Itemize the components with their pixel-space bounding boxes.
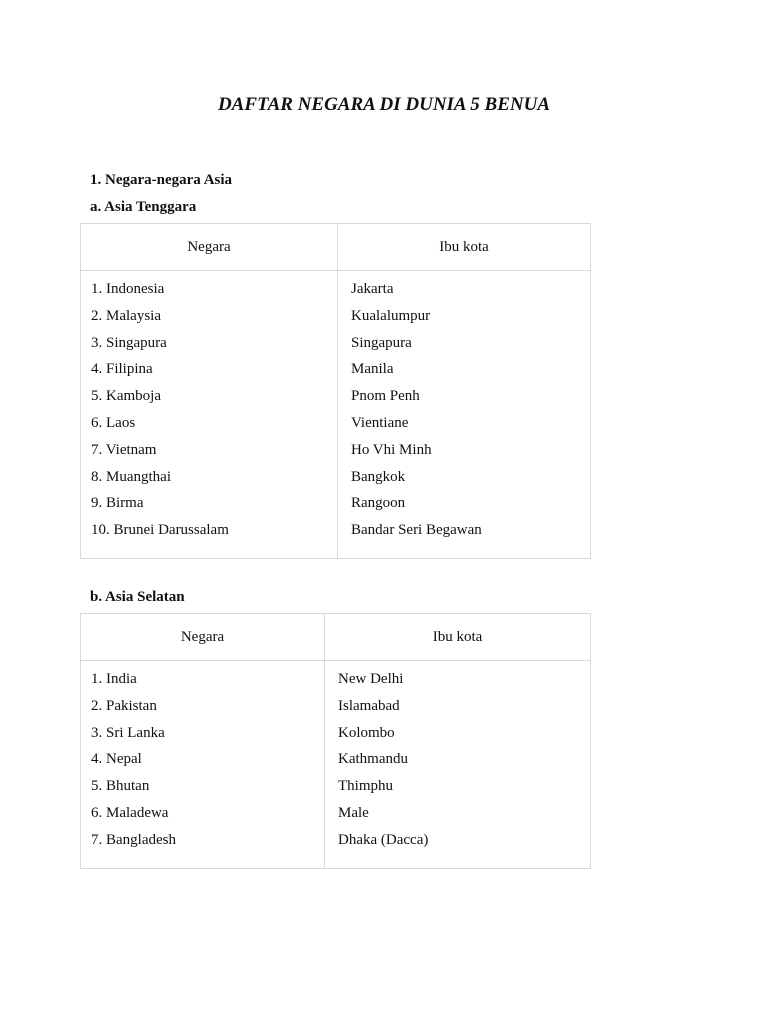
- country-cell: 3. Singapura: [91, 334, 167, 351]
- capital-column-header: Ibu kota: [432, 628, 483, 645]
- capital-cell: Manila: [351, 361, 394, 378]
- capital-cell: Pnom Penh: [351, 388, 420, 405]
- capital-list: [338, 271, 590, 547]
- country-cell: 7. Vietnam: [91, 441, 157, 458]
- capital-cell: Dhaka (Dacca): [338, 831, 429, 848]
- southeast-asia-table: [80, 223, 591, 559]
- capital-cell: Kathmandu: [338, 751, 408, 768]
- capital-cell: Islamabad: [338, 697, 400, 714]
- section-heading-asia: 1. Negara-negara Asia: [90, 172, 233, 188]
- country-column-header: Negara: [81, 614, 325, 660]
- country-cell: 5. Kamboja: [91, 388, 161, 405]
- capital-list: [325, 661, 590, 857]
- country-cell: 2. Malaysia: [91, 307, 161, 324]
- subsection-heading-southeast-asia: a. Asia Tenggara: [90, 199, 197, 215]
- country-cell: 1. India: [91, 671, 137, 687]
- capital-cell: Rangoon: [351, 495, 406, 512]
- document-title: DAFTAR NEGARA DI DUNIA 5 BENUA: [217, 94, 551, 115]
- capital-cell: Singapura: [351, 334, 412, 351]
- country-cell: 5. Bhutan: [91, 778, 150, 795]
- country-cell: 8. Muangthai: [91, 468, 171, 485]
- table-header-row: [81, 614, 590, 661]
- country-cell: 1. Indonesia: [91, 281, 165, 297]
- country-column-header: Negara: [81, 224, 338, 270]
- capital-cell: New Delhi: [338, 671, 404, 687]
- table-header-row: [81, 224, 590, 271]
- country-cell: 3. Sri Lanka: [91, 724, 165, 741]
- country-list: [81, 271, 337, 547]
- country-cell: 4. Filipina: [91, 361, 153, 378]
- capital-cell: Thimphu: [338, 778, 393, 795]
- capital-cell: Jakarta: [351, 281, 394, 297]
- capital-cell: Vientiane: [351, 414, 409, 431]
- capital-cell: Male: [338, 804, 369, 821]
- capital-cell: Ho Vhi Minh: [351, 441, 432, 458]
- country-list: [81, 661, 324, 857]
- country-cell: 2. Pakistan: [91, 697, 157, 714]
- country-cell: 10. Brunei Darussalam: [91, 522, 229, 539]
- subsection-heading-south-asia: b. Asia Selatan: [90, 589, 185, 605]
- country-cell: 9. Birma: [91, 495, 144, 512]
- capital-cell: Bangkok: [351, 468, 406, 485]
- country-cell: 6. Laos: [91, 414, 136, 431]
- country-cell: 7. Bangladesh: [91, 831, 176, 848]
- south-asia-table: [80, 613, 591, 869]
- capital-column-header: Ibu kota: [439, 238, 489, 255]
- capital-cell: Bandar Seri Begawan: [351, 522, 482, 539]
- country-cell: 6. Maladewa: [91, 804, 169, 821]
- capital-cell: Kualalumpur: [351, 307, 431, 324]
- country-cell: 4. Nepal: [91, 751, 142, 768]
- capital-cell: Kolombo: [338, 724, 395, 741]
